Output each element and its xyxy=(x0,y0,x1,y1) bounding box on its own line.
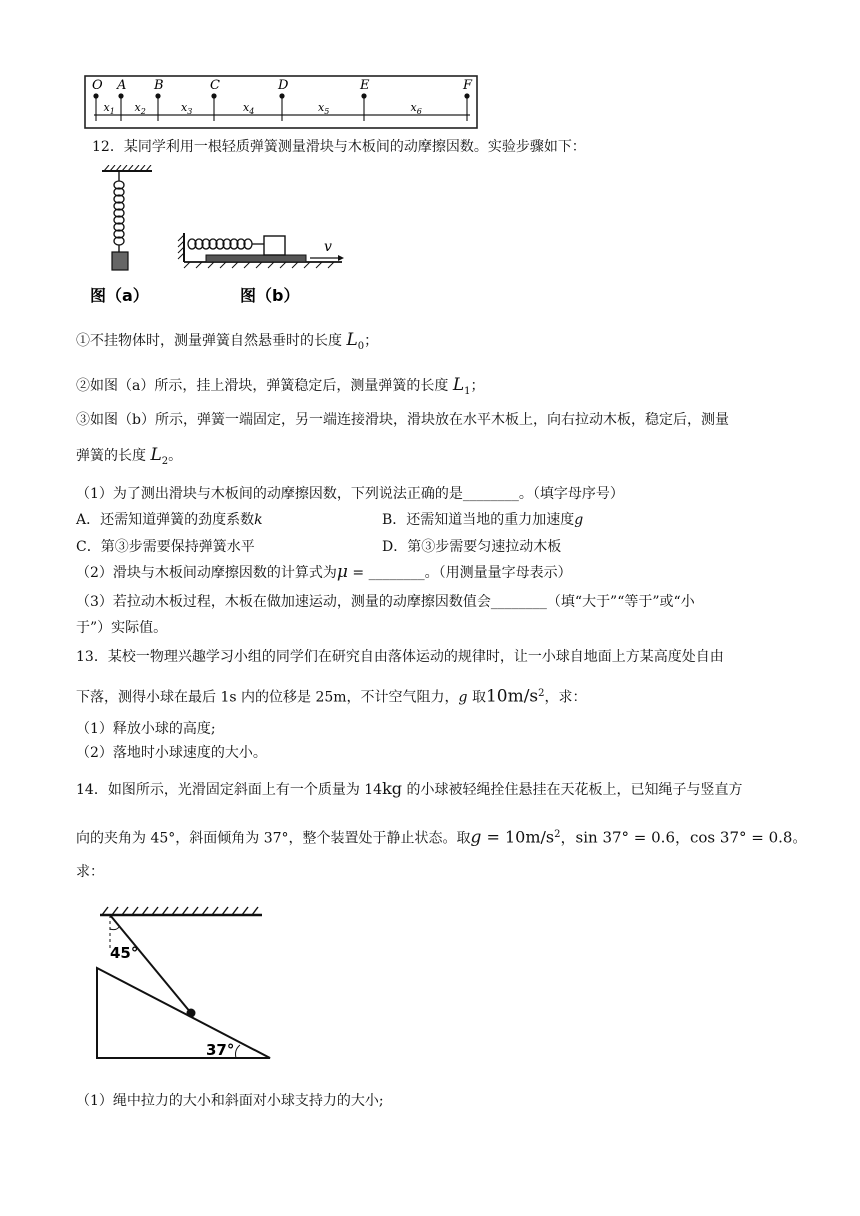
q12-option-a: A．还需知道弹簧的劲度系数k xyxy=(76,512,263,528)
tape-segment-x2: $x_2$ xyxy=(134,101,146,116)
tape-label-c: C xyxy=(210,78,220,93)
tape-segment-x5: $x_5$ xyxy=(318,101,330,116)
tape-label-f: F xyxy=(463,78,473,93)
tape-segment-x4: $x_4$ xyxy=(243,101,255,116)
q12-spring-figure xyxy=(84,165,354,310)
slope-angle-label: 37° xyxy=(206,1041,235,1059)
q14-incline-figure xyxy=(90,895,280,1070)
q12-sub3-line1: （3）若拉动木板过程，木板在做加速运动，测量的动摩擦因数值会________（填“大于”“等于”或“小 xyxy=(76,594,695,610)
q13-line1: 13．某校一物理兴趣学习小组的同学们在研究自由落体运动的规律时，让一小球自地面上方某高度处自由 xyxy=(76,649,724,665)
q12-sub2: （2）滑块与木板间动摩擦因数的计算式为μ = ________。（用测量量字母表示） xyxy=(76,562,572,582)
tape-segment-x6: $x_6$ xyxy=(410,101,422,116)
tape-segment-x3: $x_3$ xyxy=(181,101,193,116)
q12-step3-line1: ③如图（b）所示，弹簧一端固定，另一端连接滑块，滑块放在水平木板上，向右拉动木板，稳定后，测量 xyxy=(76,412,729,428)
q12-option-d: D．第③步需要匀速拉动木板 xyxy=(382,539,562,555)
fig-b-v-label: v xyxy=(324,239,332,255)
tape-segment-x1: $x_1$ xyxy=(103,101,115,116)
fig-b-label: 图（b） xyxy=(240,286,300,305)
tape-label-a: A xyxy=(117,78,127,93)
tape-label-o: O xyxy=(92,78,103,93)
q14-line3: 求： xyxy=(76,864,104,880)
q12-sub3-line2: 于”）实际值。 xyxy=(76,620,168,636)
q12-option-c: C．第③步需要保持弹簧水平 xyxy=(76,539,255,555)
q13-sub1: （1）释放小球的高度; xyxy=(76,721,216,737)
q13-line2: 下落，测得小球在最后 1s 内的位移是 25m，不计空气阻力，g 取$10m/s^2$，求： xyxy=(76,686,587,707)
tape-label-e: E xyxy=(360,78,370,93)
tape-label-b: B xyxy=(154,78,164,93)
tape-figure xyxy=(84,75,478,130)
q12-sub1: （1）为了测出滑块与木板间的动摩擦因数，下列说法正确的是________。（填字母序号） xyxy=(76,486,624,502)
rope-angle-label: 45° xyxy=(110,944,139,962)
q14-sub1: （1）绳中拉力的大小和斜面对小球支持力的大小; xyxy=(76,1093,384,1109)
q12-stem: 12．某同学利用一根轻质弹簧测量滑块与木板间的动摩擦因数。实验步骤如下： xyxy=(92,139,586,155)
fig-a-label: 图（a） xyxy=(90,286,149,305)
q12-step1: ①不挂物体时，测量弹簧自然悬垂时的长度 $L_0$； xyxy=(76,330,379,352)
q12-step3-line2: 弹簧的长度 $L_2$。 xyxy=(76,445,183,467)
tape-label-d: D xyxy=(278,78,289,93)
q13-sub2: （2）落地时小球速度的大小。 xyxy=(76,745,267,761)
q12-option-b: B．还需知道当地的重力加速度g xyxy=(382,512,584,528)
q12-step2: ②如图（a）所示，挂上滑块，弹簧稳定后，测量弹簧的长度 $L_1$； xyxy=(76,375,485,397)
q14-line2: 向的夹角为 45°，斜面倾角为 37°，整个装置处于静止状态。取$g = 10m/s^2$，sin 37° = 0.6，cos 37° = 0.8。 xyxy=(76,827,807,848)
q14-line1: 14．如图所示，光滑固定斜面上有一个质量为 14kg 的小球被轻绳拴住悬挂在天花板上，已知绳子与竖直方 xyxy=(76,779,743,798)
